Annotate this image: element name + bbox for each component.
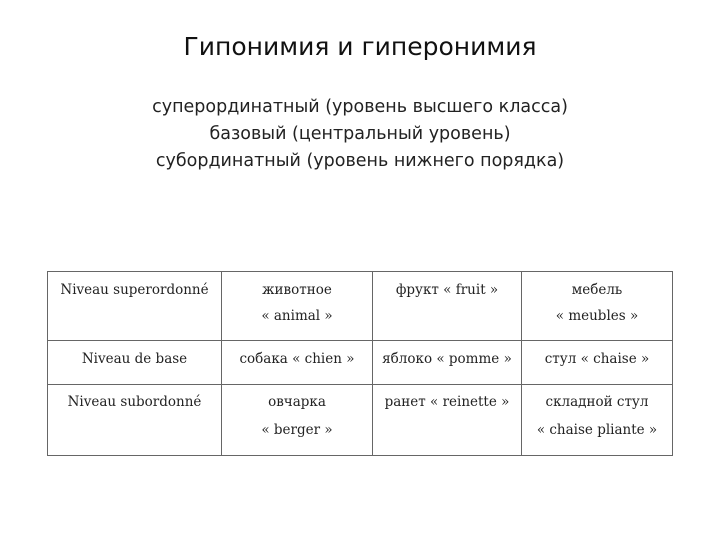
cell-term: яблоко « pomme » xyxy=(382,351,512,367)
row-label: Niveau de base xyxy=(81,351,188,367)
levels-table xyxy=(47,271,673,456)
cell-term: ранет « reinette » xyxy=(384,394,510,410)
table-cell xyxy=(222,385,373,456)
table-cell xyxy=(522,341,673,385)
cell-term: фрукт « fruit » xyxy=(395,282,499,298)
row-label: Niveau superordonné xyxy=(60,282,209,298)
table-cell xyxy=(522,385,673,456)
cell-translation: « berger » xyxy=(261,422,333,438)
table-cell xyxy=(222,272,373,341)
level-description-list xyxy=(0,94,720,175)
table-cell xyxy=(373,272,522,341)
table-row-subordinate xyxy=(48,385,673,456)
cell-term: овчарка xyxy=(268,394,326,410)
table-row-superordinate xyxy=(48,272,673,341)
row-label-cell xyxy=(48,272,222,341)
cell-term: складной стул xyxy=(545,394,649,410)
table-cell xyxy=(222,341,373,385)
table-cell xyxy=(522,272,673,341)
slide-title: Гипонимия и гиперонимия xyxy=(183,32,537,61)
table-cell xyxy=(373,341,522,385)
cell-term: животное xyxy=(262,282,332,298)
cell-translation: « animal » xyxy=(261,308,333,324)
superordinate-description: суперординатный (уровень высшего класса) xyxy=(152,97,568,117)
table-row-basic xyxy=(48,341,673,385)
cell-translation: « chaise pliante » xyxy=(536,422,658,438)
row-label: Niveau subordonné xyxy=(67,394,202,410)
cell-translation: « meubles » xyxy=(555,308,639,324)
basic-description: базовый (центральный уровень) xyxy=(209,124,511,144)
cell-term: стул « chaise » xyxy=(544,351,650,367)
table-cell xyxy=(373,385,522,456)
row-label-cell xyxy=(48,341,222,385)
subordinate-description: субординатный (уровень нижнего порядка) xyxy=(155,151,565,171)
cell-term: мебель xyxy=(571,282,623,298)
cell-term: собака « chien » xyxy=(239,351,355,367)
row-label-cell xyxy=(48,385,222,456)
